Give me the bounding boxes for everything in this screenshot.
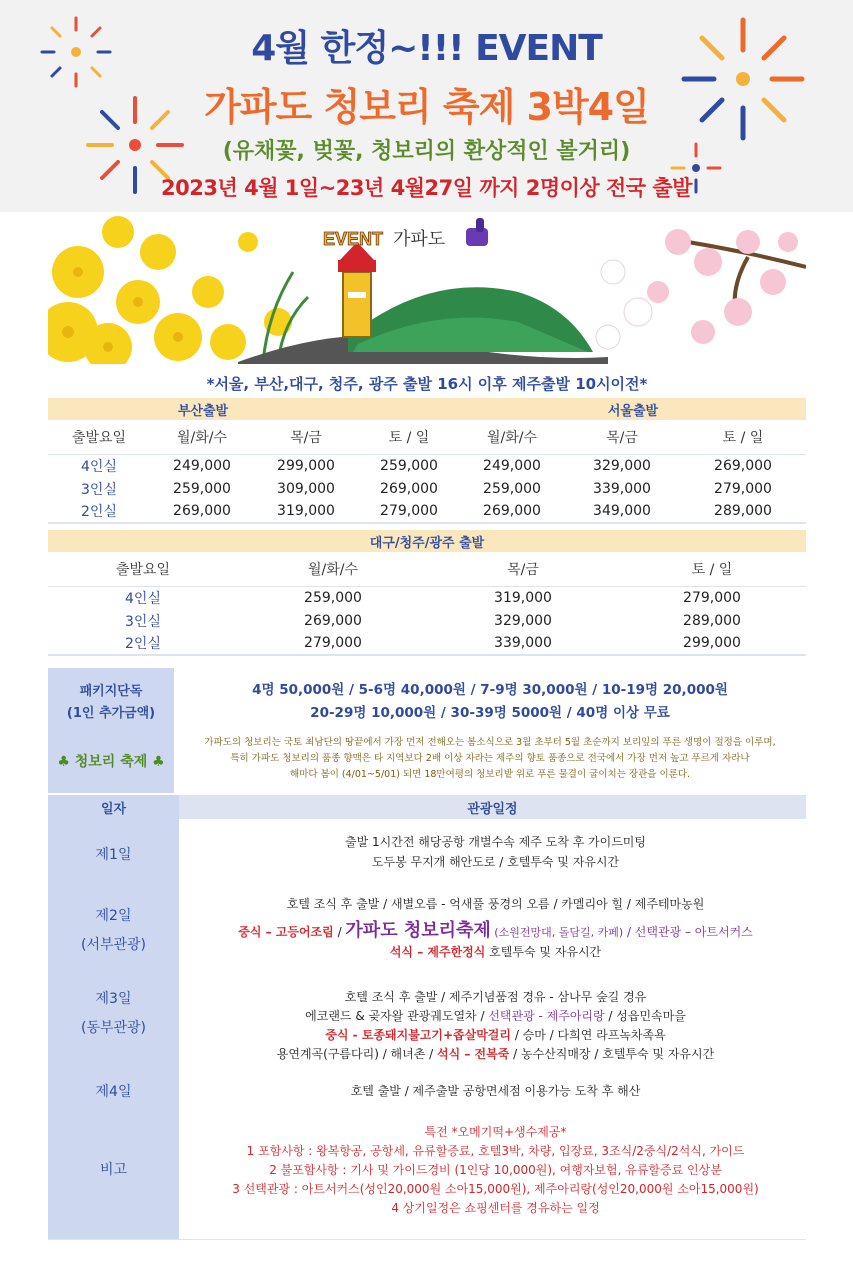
gapado-banner xyxy=(48,212,806,364)
room-label: 4인실 xyxy=(125,590,161,607)
schedule-line: 호텔 조식 후 출발 / 제주기념품점 경유 - 삼나무 숲길 경유 xyxy=(344,990,647,1004)
day-label: 제3일 xyxy=(95,991,132,1007)
section-seoul: 서울출발 xyxy=(460,398,806,420)
package-section xyxy=(48,668,806,793)
room-label: 2인실 xyxy=(48,632,238,655)
room-label: 3인실 xyxy=(125,613,161,630)
col-header: 목/금 xyxy=(254,420,358,454)
price-cell: 319,000 xyxy=(494,589,552,606)
day-label: 제4일 xyxy=(95,1084,132,1100)
hotel-text: 호텔투숙 및 자유시간 xyxy=(485,945,602,959)
price-cell: 259,000 xyxy=(173,480,231,497)
price-cell: 279,000 xyxy=(683,589,741,606)
col-header: 월/화/수 xyxy=(150,420,254,454)
col-header: 목/금 xyxy=(428,552,618,586)
bottom-divider xyxy=(48,1239,806,1240)
event-header xyxy=(0,0,853,212)
event-badge: EVENT xyxy=(323,229,384,249)
optional-tour: / 선택관광 – 아트서커스 xyxy=(623,925,753,939)
col-header: 토 / 일 xyxy=(680,420,806,454)
schedule-line xyxy=(185,916,806,942)
festival-description: 가파도의 청보리는 국토 최남단의 땅끝에서 가장 먼저 전해오는 봄소식으로 3월 초부터 5월 초순까지 보리잎의 푸른 생명이 절정을 이루며, xyxy=(204,737,776,748)
price-cell: 299,000 xyxy=(618,632,806,655)
festival-subtitle: (유채꽃, 벚꽃, 청보리의 환상적인 볼거리) xyxy=(222,139,631,164)
schedule-line: 호텔 조식 후 출발 / 새별오름 - 억새풀 풍경의 오름 / 카멜리아 힐 / 제주테마농원 xyxy=(286,897,705,911)
price-cell: 329,000 xyxy=(494,612,552,629)
price-cell: 279,000 xyxy=(714,480,772,497)
itinerary-head-day: 일자 xyxy=(100,802,127,817)
price-cell: 339,000 xyxy=(428,632,618,655)
price-cell: 319,000 xyxy=(254,500,358,523)
table-row xyxy=(48,632,806,655)
day-sublabel: (동부관광) xyxy=(80,1020,147,1036)
package-label: 패키지단독 xyxy=(79,684,143,699)
remark-line: 3 선택관광 : 아트서커스(성인20,000원 소아15,000원), 제주아리랑(성인20,000원 소아15,000원) xyxy=(232,1182,759,1196)
village-text: / 성읍민속마을 xyxy=(604,1009,686,1023)
table-row xyxy=(48,500,806,523)
optional-tour: 선택관광 - 제주아리랑 xyxy=(488,1009,605,1023)
price-cell: 289,000 xyxy=(680,500,806,523)
festival-detail: (소원전망대, 돌담길, 카페) xyxy=(490,926,624,939)
dinner-text: 석식 – 전복죽 xyxy=(437,1047,510,1061)
remark-line: 4 상기일정은 쇼핑센터를 경유하는 일정 xyxy=(391,1201,600,1215)
price-table-busan-seoul xyxy=(48,398,806,524)
thumbs-up-icon xyxy=(466,218,488,246)
price-cell: 269,000 xyxy=(380,480,438,497)
event-place: 가파도 xyxy=(393,229,446,250)
remark-line: 2 불포함사항 : 기사 및 가이드경비 (1인당 10,000원), 여행자보험, 유류할증료 인상분 xyxy=(269,1163,722,1177)
banner-illustration xyxy=(48,212,806,364)
price-cell: 329,000 xyxy=(593,457,651,474)
day-label: 제1일 xyxy=(95,847,132,863)
price-cell: 269,000 xyxy=(150,500,254,523)
price-cell: 289,000 xyxy=(683,612,741,629)
festival-label: ♣ 청보리 축제 ♣ xyxy=(57,754,165,770)
price-cell: 269,000 xyxy=(304,612,362,629)
itinerary-head-schedule: 관광일정 xyxy=(467,802,518,817)
col-header: 출발요일 xyxy=(48,420,150,454)
room-label: 2인실 xyxy=(48,500,150,523)
col-header: 목/금 xyxy=(564,420,680,454)
market-text: / 농수산직매장 / 호텔투숙 및 자유시간 xyxy=(509,1047,715,1061)
itinerary-section xyxy=(48,795,806,1239)
section-busan: 부산출발 xyxy=(48,398,358,420)
schedule-line xyxy=(185,1007,806,1024)
price-cell: 299,000 xyxy=(277,457,335,474)
festival-description: 특히 가파도 청보리의 품종 향맥은 타 지역보다 2배 이상 자라는 제주의 향토 품종으로 전국에서 가장 먼저 높고 푸르게 자라나 xyxy=(230,753,750,764)
price-cell: 279,000 xyxy=(358,500,460,523)
price-cell: 309,000 xyxy=(277,480,335,497)
table-row xyxy=(48,477,806,500)
day-sublabel: (서부관광) xyxy=(80,937,147,953)
col-header: 월/화/수 xyxy=(238,552,428,586)
package-price-line: 20-29명 10,000원 / 30-39명 5000원 / 40명 이상 무료 xyxy=(310,705,670,721)
room-label: 3인실 xyxy=(81,481,117,498)
col-header: 출발요일 xyxy=(48,552,238,586)
festival-description: 해마다 봄이 (4/01~5/01) 되면 18만여평의 청보리밭 위로 푸른 물결이 굽이치는 장관을 이룬다. xyxy=(289,769,691,780)
price-cell: 269,000 xyxy=(714,457,772,474)
price-cell: 249,000 xyxy=(483,457,541,474)
price-cell: 349,000 xyxy=(564,500,680,523)
separator-text: / xyxy=(333,925,346,939)
table-row xyxy=(48,454,806,477)
activity-text: / 승마 / 다희연 라프녹차족욕 xyxy=(511,1028,666,1042)
price-cell: 259,000 xyxy=(483,480,541,497)
dinner-text: 석식 – 제주한정식 xyxy=(389,945,486,959)
festival-highlight: 가파도 청보리축제 xyxy=(345,920,491,941)
day-label: 제2일 xyxy=(95,908,132,924)
event-title: 4월 한정~!!! EVENT xyxy=(251,28,602,69)
room-label: 4인실 xyxy=(81,458,117,475)
section-daegu: 대구/청주/광주 출발 xyxy=(48,530,806,552)
price-cell: 269,000 xyxy=(460,500,564,523)
ecoland-text: 에코랜드 & 곶자왈 관광궤도열차 / xyxy=(305,1009,489,1023)
col-header: 토 / 일 xyxy=(358,420,460,454)
lunch-text: 중식 - 토종돼지불고기+좁살막걸리 xyxy=(325,1028,511,1042)
price-cell: 259,000 xyxy=(304,589,362,606)
schedule-line xyxy=(185,1045,806,1062)
lunch-text: 중식 – 고등어조림 xyxy=(238,925,334,939)
price-cell: 279,000 xyxy=(238,632,428,655)
schedule-line xyxy=(185,943,806,960)
remark-line: 1 포함사항 : 왕복항공, 공항세, 유류할증료, 호텔3박, 차량, 입장료, 3조식/2중식/2석식, 가이드 xyxy=(246,1144,745,1158)
schedule-line: 호텔 출발 / 제주출발 공항면세점 이용가능 도착 후 해산 xyxy=(350,1084,641,1098)
col-header: 토 / 일 xyxy=(618,552,806,586)
valley-text: 용연계곡(구름다리) / 해녀촌 / xyxy=(276,1047,438,1061)
festival-title: 가파도 청보리 축제 3박4일 xyxy=(204,85,649,129)
price-cell: 249,000 xyxy=(173,457,231,474)
event-period: 2023년 4월 1일~23년 4월27일 까지 2명이상 전국 출발 xyxy=(161,176,692,200)
remarks-label: 비고 xyxy=(99,1162,128,1178)
schedule-line: 출발 1시간전 해당공항 개별수속 제주 도착 후 가이드미팅 xyxy=(345,835,646,849)
price-table-daegu xyxy=(48,530,806,656)
remark-line: 특전 *오메기떡+생수제공* xyxy=(424,1125,567,1139)
package-sublabel: (1인 추가금액) xyxy=(66,706,156,721)
col-header: 월/화/수 xyxy=(460,420,564,454)
departure-note: *서울, 부산,대구, 청주, 광주 출발 16시 이후 제주출발 10시이전* xyxy=(206,375,648,393)
package-price-line: 4명 50,000원 / 5-6명 40,000원 / 7-9명 30,000원 / 10-19명 20,000원 xyxy=(252,682,728,698)
table-row xyxy=(48,609,806,632)
price-cell: 339,000 xyxy=(593,480,651,497)
schedule-line xyxy=(185,1026,806,1043)
price-cell: 259,000 xyxy=(380,457,438,474)
package-side-panel xyxy=(48,668,174,793)
table-row xyxy=(48,586,806,609)
schedule-line: 도두봉 무지개 해안도로 / 호텔투숙 및 자유시간 xyxy=(371,855,620,869)
